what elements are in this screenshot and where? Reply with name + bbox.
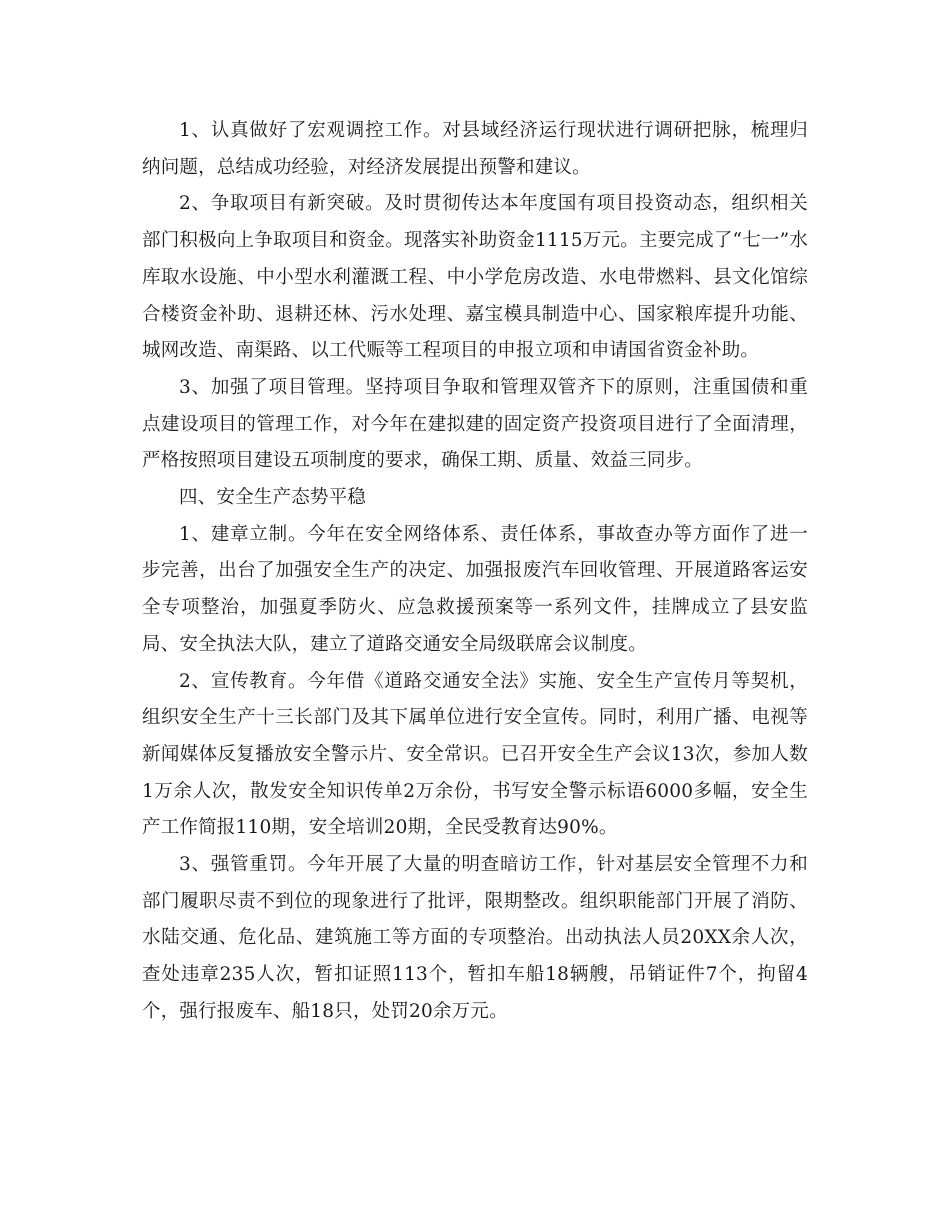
paragraph-project-management: 3、加强了项目管理。坚持项目争取和管理双管齐下的原则，注重国债和重点建设项目的管理工作，对今年在建拟建的固定资产投资项目进行了全面清理，严格按照项目建设五项制度的要求，确保工期、质量、效益三同步。 [142,376,808,472]
paragraph-publicity-education: 2、宣传教育。今年借《道路交通安全法》实施、安全生产宣传月等契机，组织安全生产十三长部门及其下属单位进行安全宣传。同时，利用广播、电视等新闻媒体反复播放安全警示片、安全常识。已召开安全生产会议13次，参加人数1万余人次，散发安全知识传单2万余份，书写安全警示标语6000多幅，安全生产工作简报110期，安全培训20期，全民受教育达90%。 [142,670,808,839]
paragraph-macro-control: 1、认真做好了宏观调控工作。对县域经济运行现状进行调研把脉，梳理归纳问题，总结成功经验，对经济发展提出预警和建议。 [142,120,808,178]
paragraph-strict-penalties: 3、强管重罚。今年开展了大量的明查暗访工作，针对基层安全管理不力和部门履职尽责不到位的现象进行了批评，限期整改。组织职能部门开展了消防、水陆交通、危化品、建筑施工等方面的专项整治。出动执法人员20XX余人次，查处违章235人次，暂扣证照113个，暂扣车船18辆艘，吊销证件7个，拘留4个，强行报废车、船18只，处罚20余万元。 [142,854,808,1022]
paragraph-project-breakthrough: 2、争取项目有新突破。及时贯彻传达本年度国有项目投资动态，组织相关部门积极向上争取项目和资金。现落实补助资金1115万元。主要完成了“七一”水库取水设施、中小型水利灌溉工程、中小学危房改造、水电带燃料、县文化馆综合楼资金补助、退耕还林、污水处理、嘉宝模具制造中心、国家粮库提升功能、城网改造、南渠路、以工代赈等工程项目的申报立项和申请国省资金补助。 [142,193,808,362]
section-heading-safety: 四、安全生产态势平稳 [179,487,367,509]
paragraph-regulations: 1、建章立制。今年在安全网络体系、责任体系，事故查办等方面作了进一步完善，出台了加强安全生产的决定、加强报废汽车回收管理、开展道路客运安全专项整治，加强夏季防火、应急救援预案等一系列文件，挂牌成立了县安监局、安全执法大队，建立了道路交通安全局级联席会议制度。 [142,523,808,655]
document-body [142,113,808,1031]
